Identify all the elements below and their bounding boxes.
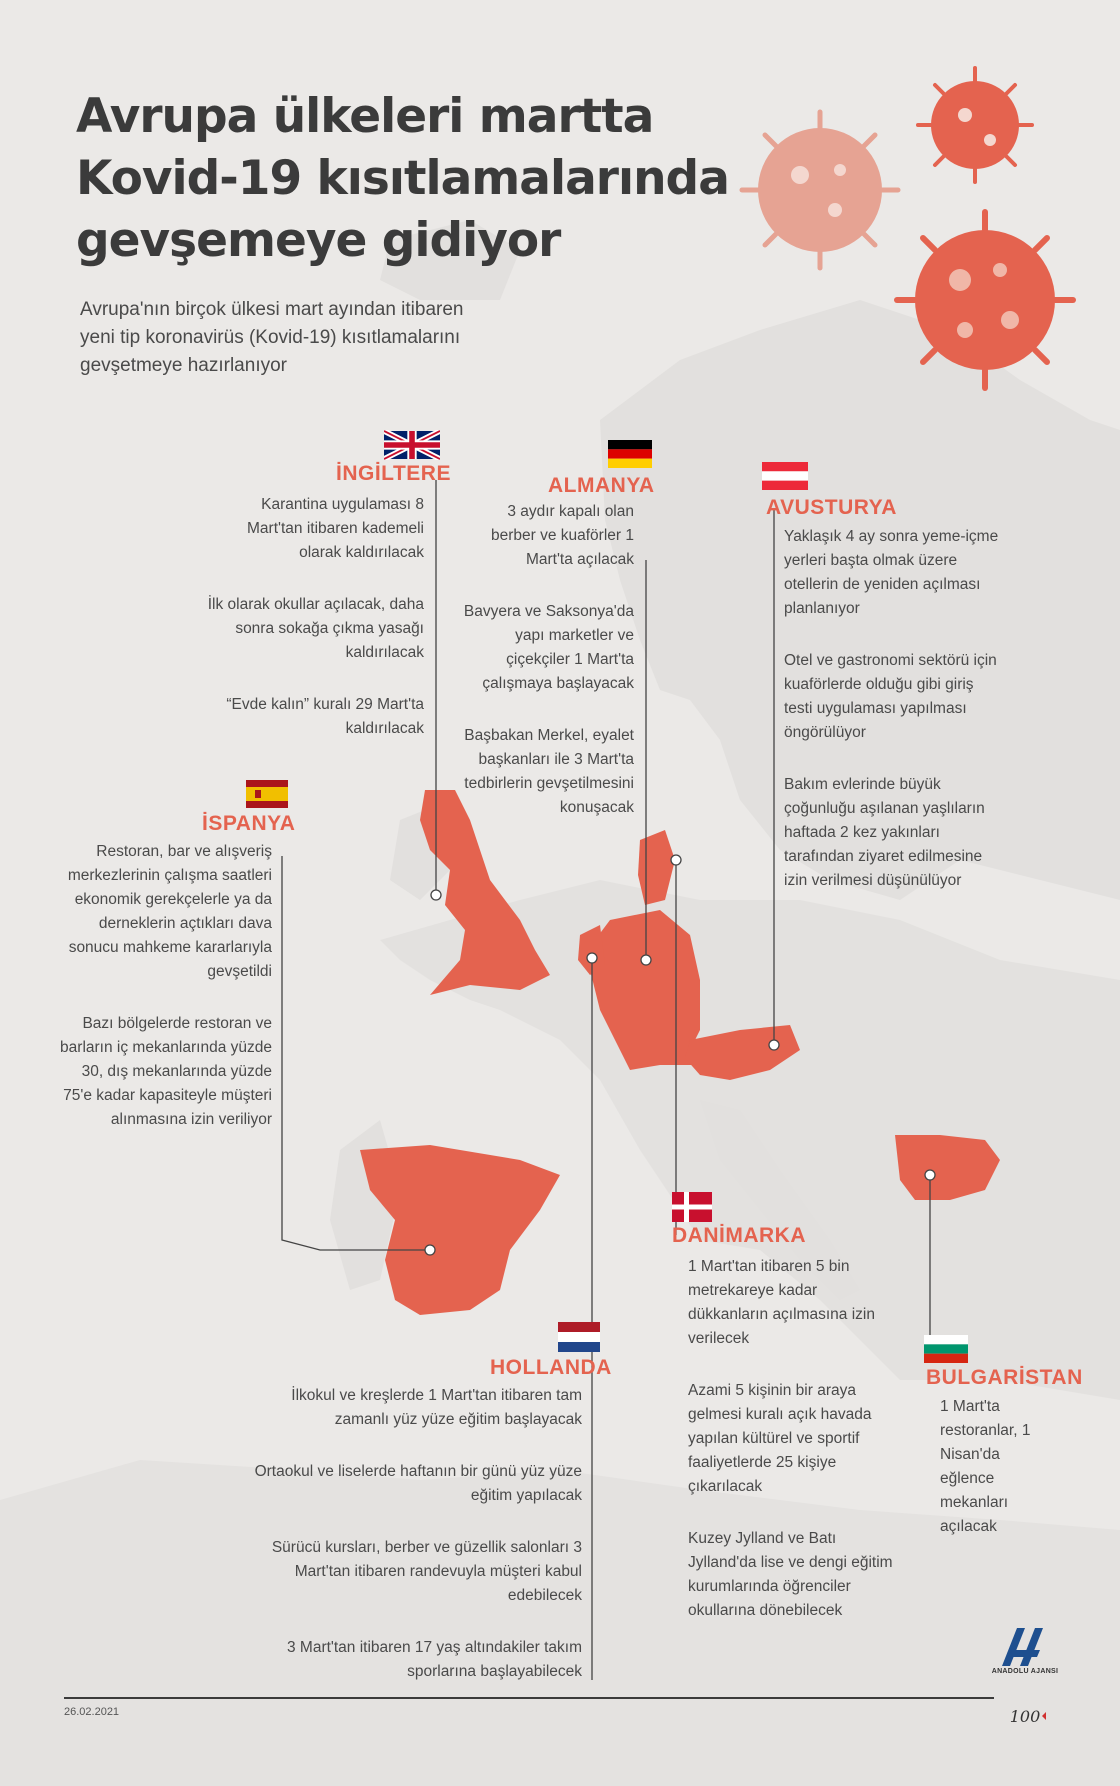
subtitle-line-2: yeni tip koronavirüs (Kovid-19) kısıtlamalarını <box>80 327 461 348</box>
bulgaria-item-1: 1 Mart'ta restoranlar, 1 Nisan'da eğlence mekanları açılacak <box>940 1398 1031 1535</box>
bulgaria-info <box>940 1395 1040 1567</box>
bulgaria-name: BULGARİSTAN <box>926 1366 1083 1389</box>
title-line-3: gevşemeye gidiyor <box>76 213 561 268</box>
spain-name: İSPANYA <box>202 812 296 835</box>
denmark-item-1: 1 Mart'tan itibaren 5 bin metrekareye kadar dükkanların açılmasına izin verilecek <box>688 1258 875 1347</box>
logo-text: ANADOLU AJANSI <box>991 1668 1059 1675</box>
spain-flag-icon <box>246 780 288 808</box>
uk-item-1: Karantina uygulaması 8 Mart'tan itibaren kademeli olarak kaldırılacak <box>247 496 424 561</box>
austria-flag-icon <box>762 462 808 490</box>
austria-item-2: Otel ve gastronomi sektörü için kuaförlerde olduğu gibi giriş testi uygulaması yapılması öngörülüyor <box>784 652 997 741</box>
footer-divider <box>64 1697 994 1699</box>
netherlands-flag-icon <box>558 1322 600 1352</box>
anadolu-agency-logo-icon <box>990 1620 1060 1740</box>
germany-name: ALMANYA <box>548 474 655 497</box>
netherlands-item-3: Sürücü kursları, berber ve güzellik salonları 3 Mart'tan itibaren randevuyla müşteri kabul edebilecek <box>271 1539 582 1604</box>
page-title <box>76 86 756 272</box>
subtitle <box>80 296 600 380</box>
netherlands-info <box>236 1384 582 1712</box>
germany-item-2: Bavyera ve Saksonya'da yapı marketler ve çiçekçiler 1 Mart'ta çalışmaya başlayacak <box>463 603 634 692</box>
denmark-item-2: Azami 5 kişinin bir araya gelmesi kuralı açık havada yapılan kültürel ve sportif faaliyetlerde 25 kişiye çıkarılacak <box>688 1382 872 1495</box>
germany-flag-icon <box>608 440 652 468</box>
austria-name: AVUSTURYA <box>766 496 897 519</box>
netherlands-item-4: 3 Mart'tan itibaren 17 yaş altındakiler takım sporlarına başlayabilecek <box>286 1639 582 1680</box>
uk-item-3: “Evde kalın” kuralı 29 Mart'ta kaldırılacak <box>226 696 424 737</box>
spain-item-1: Restoran, bar ve alışveriş merkezlerinin çalışma saatleri ekonomik gerekçelerle ya da derneklerin açtıkları dava sonucu mahkeme kararlarıyla gevşetildi <box>67 843 272 980</box>
denmark-info <box>688 1255 900 1651</box>
uk-item-2: İlk olarak okullar açılacak, daha sonra sokağa çıkma yasağı kaldırılacak <box>207 596 424 661</box>
germany-info <box>462 500 634 848</box>
date-label: 26.02.2021 <box>64 1706 120 1718</box>
subtitle-line-1: Avrupa'nın birçok ülkesi mart ayından itibaren <box>80 299 464 320</box>
spain-info <box>60 840 272 1160</box>
austria-info <box>784 525 999 921</box>
denmark-item-3: Kuzey Jylland ve Batı Jylland'da lise ve dengi eğitim kurumlarında öğrenciler okullarına dönebilecek <box>688 1530 893 1619</box>
bulgaria-flag-icon <box>924 1335 968 1363</box>
subtitle-line-3: gevşetmeye hazırlanıyor <box>80 355 287 376</box>
germany-item-1: 3 aydır kapalı olan berber ve kuaförler 1 Mart'ta açılacak <box>490 503 634 568</box>
title-line-1: Avrupa ülkeleri martta <box>76 89 654 144</box>
denmark-flag-icon <box>672 1192 712 1222</box>
netherlands-item-1: İlkokul ve kreşlerde 1 Mart'tan itibaren tam zamanlı yüz yüze eğitim başlayacak <box>291 1387 582 1428</box>
netherlands-item-2: Ortaokul ve liselerde haftanın bir günü yüz yüze eğitim yapılacak <box>254 1463 582 1504</box>
netherlands-name: HOLLANDA <box>490 1356 612 1379</box>
uk-flag-icon <box>384 430 440 460</box>
austria-item-1: Yaklaşık 4 ay sonra yeme-içme yerleri başta olmak üzere otellerin de yeniden açılması planlanıyor <box>784 528 999 617</box>
uk-name: İNGİLTERE <box>336 462 451 485</box>
spain-item-2: Bazı bölgelerde restoran ve barların iç mekanlarında yüzde 30, dış mekanlarında yüzde 75'e kadar kapasiteyle müşteri alınmasına izin veriliyor <box>60 1015 272 1128</box>
germany-item-3: Başbakan Merkel, eyalet başkanları ile 3 Mart'ta tedbirlerin gevşetilmesini konuşacak <box>464 727 634 816</box>
uk-info <box>206 493 424 769</box>
svg-text:100: 100 <box>1009 1707 1041 1726</box>
austria-item-3: Bakım evlerinde büyük çoğunluğu aşılanan yaşlıların haftada 2 kez yakınları tarafından ziyaret edilmesine izin verilmesi düşünülüyor <box>784 776 985 889</box>
title-line-2: Kovid-19 kısıtlamalarında <box>76 151 729 206</box>
denmark-name: DANİMARKA <box>672 1224 806 1247</box>
